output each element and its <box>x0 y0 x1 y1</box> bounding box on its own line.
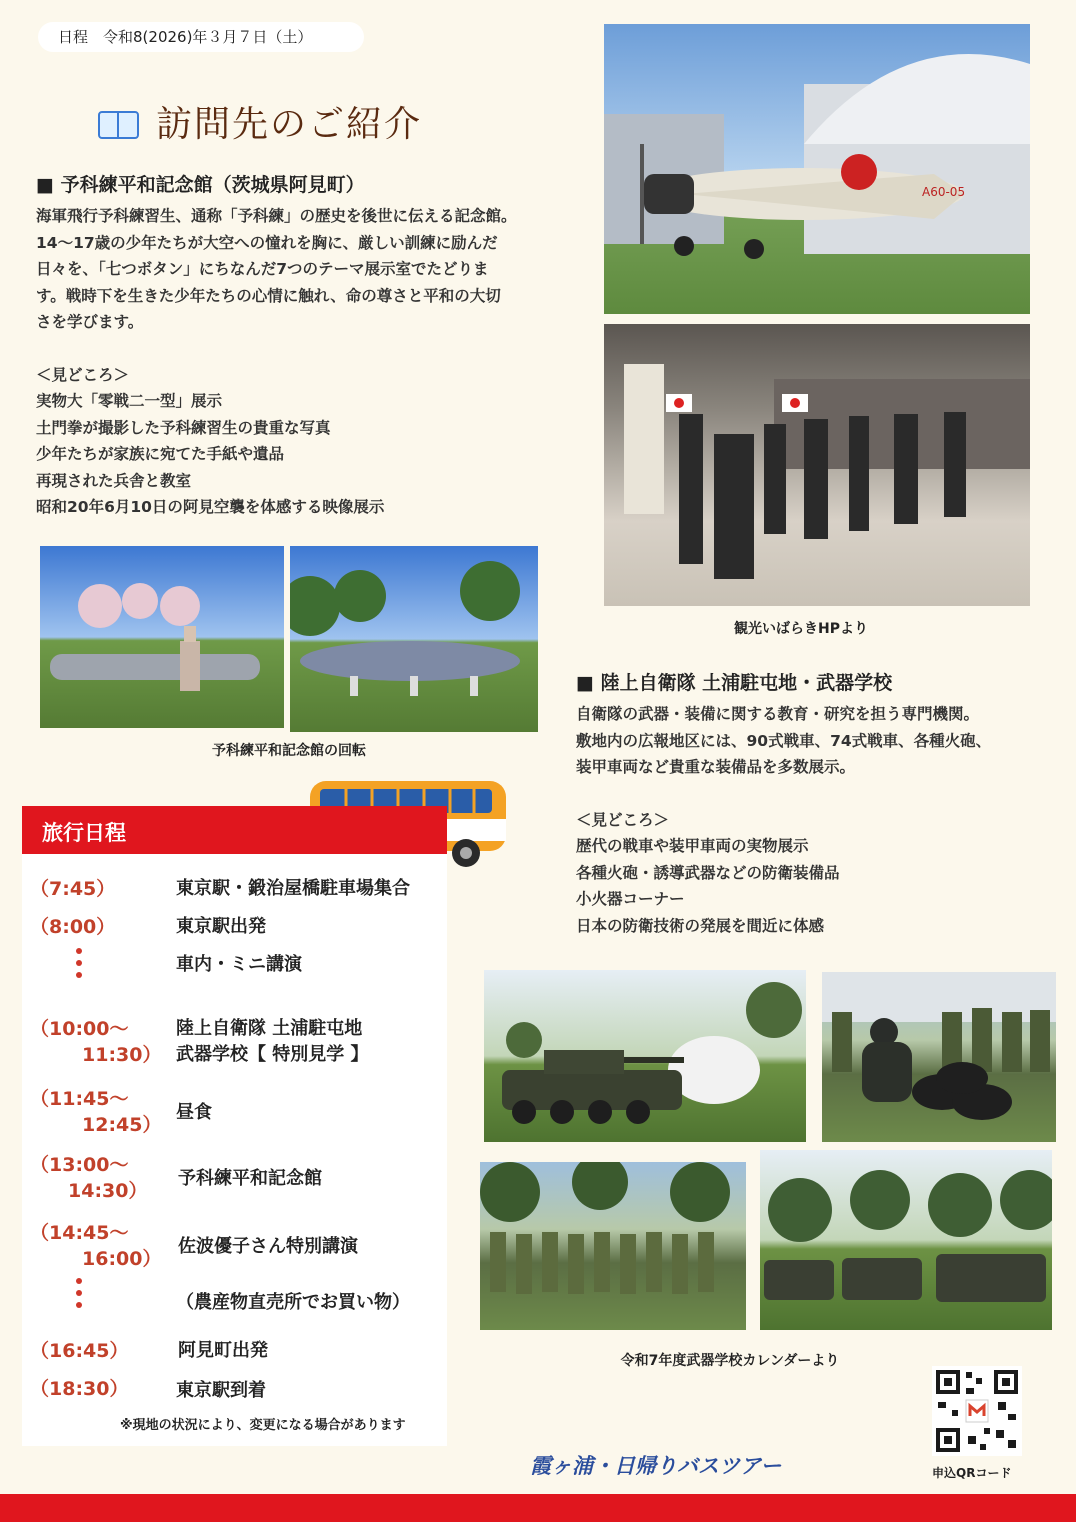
itinerary-time: （14:45～ <box>30 1222 129 1244</box>
open-book-icon <box>98 107 138 137</box>
itinerary-event: 東京駅出発 <box>176 916 266 937</box>
list-item: 土門拳が撮影した予科練習生の貴重な写真 <box>36 418 331 437</box>
itinerary-time: （11:45～ <box>30 1088 129 1110</box>
continue-dots <box>76 1278 82 1314</box>
qr-label: 申込QRコード <box>932 1466 1012 1480</box>
museum-photo-credit: 観光いばらきHPより <box>734 621 868 637</box>
itinerary-time: （8:00） <box>30 916 116 938</box>
itinerary-title: 旅行日程 <box>22 806 447 854</box>
submarine-photo-right <box>290 546 538 732</box>
itinerary-event: 車内・ミニ講演 <box>176 954 302 975</box>
list-item: 少年たちが家族に宛てた手紙や遺品 <box>36 445 285 463</box>
itinerary-event: 佐波優子さん特別講演 <box>178 1236 358 1257</box>
qr-code[interactable] <box>932 1366 1022 1456</box>
list-item: 日本の防衛技術の発展を間近に体感 <box>576 916 825 935</box>
eod-suit-photo <box>822 972 1056 1142</box>
museum-heading: ■ 予科練平和記念館（茨城県阿見町） <box>36 174 365 196</box>
museum-highlights <box>36 362 596 521</box>
itinerary-time: （18:30） <box>30 1378 129 1400</box>
tanks-photo <box>760 1150 1052 1330</box>
date-line: 日程 令和8(2026)年３月７日（土） <box>38 22 364 52</box>
museum-photo-caption: 予科練平和記念館の回転 <box>212 743 366 759</box>
continue-dots <box>76 948 82 984</box>
text-line: 日々を、「七つボタン」にちなんだ7つのテーマ展示室でたどりま <box>36 260 489 278</box>
plane-marking: A60-05 <box>922 185 966 199</box>
itinerary-event: 阿見町出発 <box>178 1340 268 1361</box>
tour-title: 霞ヶ浦・日帰りバスツアー <box>530 1454 782 1478</box>
text-line: 敷地内の広報地区には、90式戦車、74式戦車、各種火砲、 <box>576 731 992 750</box>
itinerary-box <box>22 854 447 1446</box>
jsdf-photo-caption: 令和7年度武器学校カレンダーより <box>620 1353 840 1369</box>
itinerary-time: （16:45） <box>30 1340 129 1362</box>
list-item: 小火器コーナー <box>576 890 685 908</box>
highlights-label: ＜見どころ＞ <box>576 810 670 829</box>
itinerary-event: 陸上自衛隊 土浦駐屯地 <box>176 1018 363 1039</box>
section-title <box>98 96 422 147</box>
text-line: 海軍飛行予科練習生、通称「予科練」の歴史を後世に伝える記念館。 <box>36 207 517 225</box>
footer-band <box>0 1494 1076 1522</box>
itinerary-event: 東京駅・鍛治屋橋駐車場集合 <box>176 878 410 899</box>
itinerary-event: 東京駅到着 <box>176 1380 266 1401</box>
zero-fighter-photo <box>604 24 1030 314</box>
list-item: 実物大「零戦二一型」展示 <box>36 392 223 410</box>
list-item: 各種火砲・誘導武器などの防衛装備品 <box>576 863 840 882</box>
jsdf-section <box>576 668 1056 939</box>
itinerary-time: 16:00） <box>82 1248 162 1270</box>
itinerary-time: 12:45） <box>82 1114 162 1136</box>
list-item: 歴代の戦車や装甲車両の実物展示 <box>576 837 809 855</box>
itinerary-time: （10:00～ <box>30 1018 129 1040</box>
jsdf-highlights <box>576 807 1056 940</box>
itinerary-time: （13:00～ <box>30 1154 129 1176</box>
museum-section <box>36 170 596 521</box>
itinerary-note: ※現地の状況により、変更になる場合があります <box>120 1418 406 1433</box>
marching-troops-photo <box>480 1162 746 1330</box>
itinerary-event: 昼食 <box>176 1102 212 1123</box>
list-item: 昭和20年6月10日の阿見空襲を体感する映像展示 <box>36 498 385 516</box>
itinerary-event: 予科練平和記念館 <box>178 1168 322 1189</box>
jsdf-heading: ■ 陸上自衛隊 土浦駐屯地・武器学校 <box>576 672 893 694</box>
itinerary-event: 武器学校【 特別見学 】 <box>176 1044 369 1065</box>
text-line: 自衛隊の武器・装備に関する教育・研究を担う専門機関。 <box>576 705 980 723</box>
armored-vehicle-photo <box>484 970 806 1142</box>
text-line: 14～17歳の少年たちが大空への憧れを胸に、厳しい訓練に励んだ <box>36 233 498 252</box>
highlights-label: ＜見どころ＞ <box>36 365 130 384</box>
page-title: 訪問先のご紹介 <box>156 104 423 145</box>
submarine-photo-left <box>40 546 284 728</box>
list-item: 再現された兵舎と教室 <box>36 471 192 490</box>
text-line: さを学びます。 <box>36 313 144 331</box>
museum-description <box>36 203 596 336</box>
itinerary-time: 14:30） <box>68 1180 148 1202</box>
itinerary-time: 11:30） <box>82 1044 162 1066</box>
jsdf-description <box>576 701 1056 781</box>
exhibition-hall-photo <box>604 324 1030 606</box>
text-line: す。戦時下を生きた少年たちの心情に触れ、命の尊さと平和の大切 <box>36 286 501 305</box>
itinerary-event: （農産物直売所でお買い物） <box>176 1292 410 1313</box>
text-line: 装甲車両など貴重な装備品を多数展示。 <box>576 758 856 776</box>
itinerary-time: （7:45） <box>30 878 116 900</box>
